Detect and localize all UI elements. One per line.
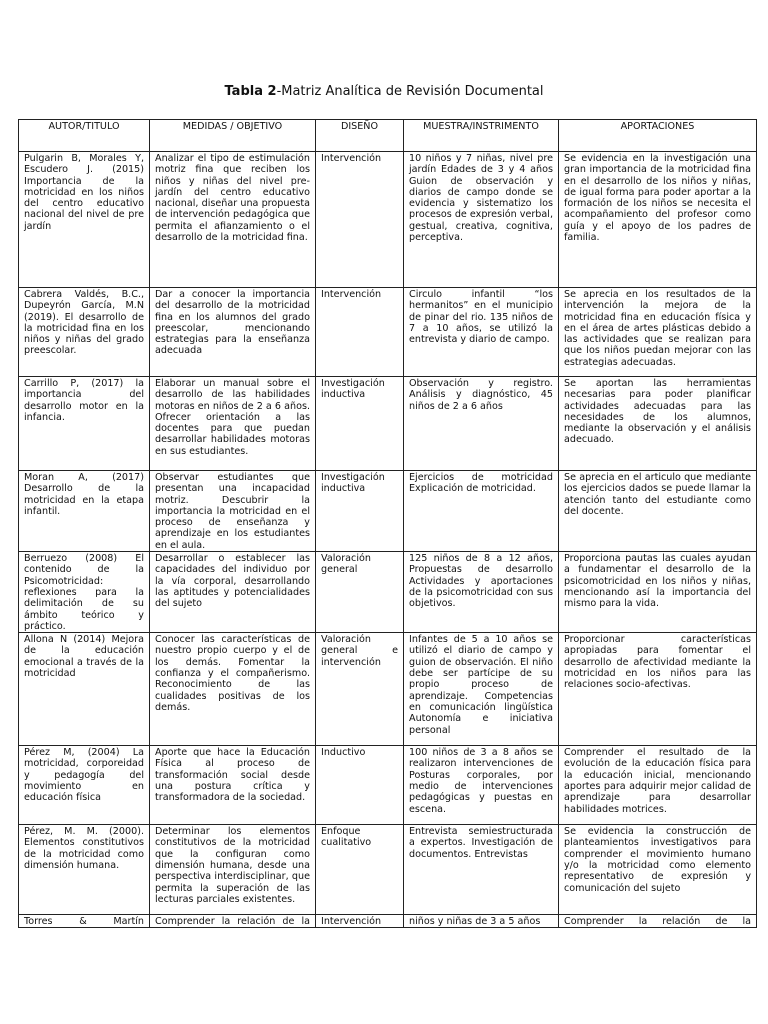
cell-author: Berruezo (2008) El contenido de la Psicomotricidad: reflexiones para la delimitación de su ámbito teórico y práctico.: [19, 552, 150, 633]
cell-objective: Elaborar un manual sobre el desarrollo de las habilidades motoras en niños de 2 a 6 años. Ofrecer orientación a las docentes para que puedan desarrollar habilidades motoras en sus estudiantes.: [150, 377, 316, 471]
cell-sample: 100 niños de 3 a 8 años se realizaron intervenciones de Posturas corporales, por medio de intervenciones pedagógicas y puestas en escena.: [404, 746, 559, 825]
cell-contributions: Se aprecia en el articulo que mediante los ejercicios dados se puede llamar la atención tanto del estudiante como del docente.: [559, 471, 757, 552]
cell-contributions: Se evidencia la construcción de planteamientos investigativos para comprender el movimiento humano y/o la motricidad como elemento representativo de expresión y comunicación del sujeto: [559, 825, 757, 915]
cell-contributions: Proporciona pautas las cuales ayudan a fundamentar el desarrollo de la psicomotricidad en los niños y niñas, mencionando así la importancia del mismo para la vida.: [559, 552, 757, 633]
cell-objective: Desarrollar o establecer las capacidades del individuo por la vía corporal, desarrollando las aptitudes y potencialidades del sujeto: [150, 552, 316, 633]
cell-design: Enfoque cualitativo: [316, 825, 404, 915]
cell-design: Intervención: [316, 288, 404, 377]
table-title-text: -Matriz Analítica de Revisión Documental: [276, 84, 544, 99]
cell-sample: niños y niñas de 3 a 5 años: [404, 915, 559, 928]
cell-author: Torres & Martín: [19, 915, 150, 928]
cell-design: Investigación inductiva: [316, 471, 404, 552]
cell-contributions: Se evidencia en la investigación una gran importancia de la motricidad fina en el desarrollo de los niños y niñas, de igual forma para poder aportar a la formación de los niños se necesita el acompañamiento del profesor como guía y el apoyo de los padres de familia.: [559, 152, 757, 288]
cell-design: Intervención: [316, 152, 404, 288]
cell-design: Valoración general: [316, 552, 404, 633]
cell-contributions: Se aprecia en los resultados de la intervención la mejora de la motricidad fina en educación física y en el área de artes plásticas debido a las actividades que se realizan para que los niños puedan mejorar con las estrategias adecuadas.: [559, 288, 757, 377]
cell-contributions: Comprender el resultado de la evolución de la educación física para la educación inicial, mencionando aportes para adquirir mejor calidad de aprendizaje para desarrollar habilidades motrices.: [559, 746, 757, 825]
table-title: [0, 84, 768, 99]
cell-author: Pérez, M. M. (2000). Elementos constitutivos de la motricidad como dimensión humana.: [19, 825, 150, 915]
table-row: [19, 288, 757, 377]
header-row: [19, 120, 757, 152]
cell-contributions: Proporcionar características apropiadas para fomentar el desarrollo de afectividad mediante la motricidad en los niños para las relaciones socio-afectivas.: [559, 633, 757, 746]
header-objective: MEDIDAS / OBJETIVO: [150, 120, 316, 152]
table-row: [19, 633, 757, 746]
cell-design: Investigación inductiva: [316, 377, 404, 471]
cell-sample: Entrevista semiestructurada a expertos. Investigación de documentos. Entrevistas: [404, 825, 559, 915]
cell-author: Allona N (2014) Mejora de la educación emocional a través de la motricidad: [19, 633, 150, 746]
cell-sample: Ejercicios de motricidad Explicación de motricidad.: [404, 471, 559, 552]
header-sample: MUESTRA/INSTRIMENTO: [404, 120, 559, 152]
cell-objective: Observar estudiantes que presentan una incapacidad motriz. Descubrir la importancia la motricidad en el proceso de enseñanza y aprendizaje en los estudiantes en el aula.: [150, 471, 316, 552]
table-row: [19, 825, 757, 915]
cell-design: Valoración general e intervención: [316, 633, 404, 746]
cell-objective: Conocer las características de nuestro propio cuerpo y el de los demás. Fomentar la confianza y el compañerismo. Reconocimiento de las cualidades positivas de los demás.: [150, 633, 316, 746]
table-row: [19, 377, 757, 471]
analytic-matrix-table: [18, 119, 757, 928]
cell-objective: Determinar los elementos constitutivos de la motricidad que la configuran como dimensión humana, desde una perspectiva interdisciplinar, que permita la superación de las lecturas parciales existentes.: [150, 825, 316, 915]
cell-sample: Observación y registro. Análisis y diagnóstico, 45 niños de 2 a 6 años: [404, 377, 559, 471]
header-author: AUTOR/TITULO: [19, 120, 150, 152]
table-title-number: Tabla 2: [224, 84, 277, 99]
cell-author: Cabrera Valdés, B.C., Dupeyrón García, M.N (2019). El desarrollo de la motricidad fina en los niños y niñas del grado preescolar.: [19, 288, 150, 377]
cell-design: Inductivo: [316, 746, 404, 825]
table-row: [19, 746, 757, 825]
header-design: DISEÑO: [316, 120, 404, 152]
header-contributions: APORTACIONES: [559, 120, 757, 152]
table-row: [19, 152, 757, 288]
cell-contributions: Comprender la relación de la: [559, 915, 757, 928]
cell-objective: Aporte que hace la Educación Física al proceso de transformación social desde una postura crítica y transformadora de la sociedad.: [150, 746, 316, 825]
table-row: [19, 552, 757, 633]
table-row: [19, 471, 757, 552]
cell-sample: Infantes de 5 a 10 años se utilizó el diario de campo y guion de observación. El niño debe ser partícipe de su propio proceso de aprendizaje. Competencias en comunicación lingüística Autonomía e iniciativa personal: [404, 633, 559, 746]
cell-design: Intervención: [316, 915, 404, 928]
cell-contributions: Se aportan las herramientas necesarias para poder planificar actividades adecuadas para las necesidades de los alumnos, mediante la observación y el análisis adecuado.: [559, 377, 757, 471]
table-row: [19, 915, 757, 928]
cell-author: Moran A, (2017) Desarrollo de la motricidad en la etapa infantil.: [19, 471, 150, 552]
cell-sample: 125 niños de 8 a 12 años, Propuestas de desarrollo Actividades y aportaciones de la psicomotricidad con sus objetivos.: [404, 552, 559, 633]
cell-author: Carrillo P, (2017) la importancia del desarrollo motor en la infancia.: [19, 377, 150, 471]
cell-sample: Circulo infantil “los hermanitos” en el municipio de pinar del rio. 135 niños de 7 a 10 años, se utilizó la entrevista y diario de campo.: [404, 288, 559, 377]
cell-objective: Dar a conocer la importancia del desarrollo de la motricidad fina en los alumnos del grado preescolar, mencionando estrategias para la enseñanza adecuada: [150, 288, 316, 377]
cell-sample: 10 niños y 7 niñas, nivel pre jardín Edades de 3 y 4 años Guion de observación y diarios de campo donde se evidencia y sistematizo los procesos de expresión verbal, gestual, creativa, cognitiva, perceptiva.: [404, 152, 559, 288]
cell-objective: Analizar el tipo de estimulación motriz fina que reciben los niños y niñas del nivel pre-jardín del centro educativo nacional, diseñar una propuesta de intervención pedagógica que permita el afianzamiento o el desarrollo de la motricidad fina.: [150, 152, 316, 288]
cell-author: Pérez M, (2004) La motricidad, corporeidad y pedagogía del movimiento en educación física: [19, 746, 150, 825]
cell-objective: Comprender la relación de la: [150, 915, 316, 928]
cell-author: Pulgarin B, Morales Y, Escudero J. (2015) Importancia de la motricidad en los niños del centro educativo nacional del nivel de pre jardín: [19, 152, 150, 288]
